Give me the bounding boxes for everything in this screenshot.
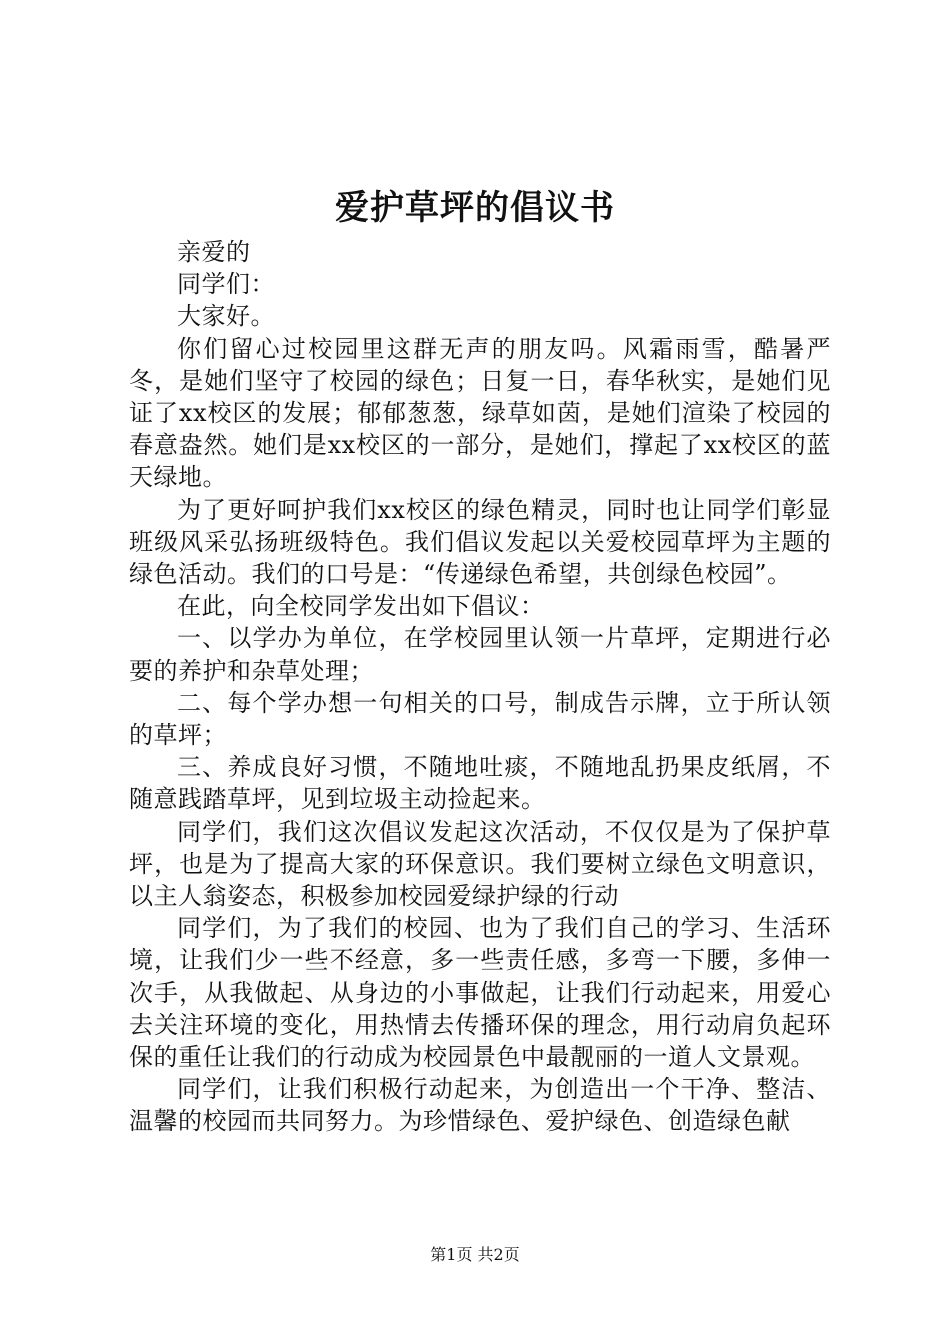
proposal-item-2: 二、每个学办想一句相关的口号，制成告示牌，立于所认领的草坪； <box>129 688 831 750</box>
paragraph-greeting: 大家好。 <box>177 302 275 331</box>
paragraph: 同学们，我们这次倡议发起这次活动，不仅仅是为了保护草坪，也是为了提高大家的环保意识。我们要树立绿色文明意识，以主人翁姿态，积极参加校园爱绿护绿的行动 <box>129 817 831 911</box>
paragraph: 在此，向全校同学发出如下倡议： <box>177 592 545 621</box>
paragraph: 同学们，让我们积极行动起来，为创造出一个干净、整洁、温馨的校园而共同努力。为珍惜绿色、爱护绿色、创造绿色献 <box>129 1075 831 1136</box>
proposal-item-3: 三、养成良好习惯，不随地吐痰，不随地乱扔果皮纸屑，不随意践踏草坪，见到垃圾主动捡起来。 <box>129 753 831 814</box>
proposal-item-1: 一、以学办为单位，在学校园里认领一片草坪，定期进行必要的养护和杂草处理； <box>129 624 831 685</box>
document-body <box>129 236 831 1138</box>
paragraph: 同学们，为了我们的校园、也为了我们自己的学习、生活环境，让我们少一些不经意，多一些责任感，多弯一下腰，多伸一次手，从我做起、从身边的小事做起，让我们行动起来，用爱心去关注环境的变化，用热情去传播环保的理念，用行动肩负起环保的重任让我们的行动成为校园景色中最靓丽的一道人文景观。 <box>129 914 831 1072</box>
paragraph: 你们留心过校园里这群无声的朋友吗。风霜雨雪，酷暑严冬，是她们坚守了校园的绿色；日复一日，春华秋实，是她们见证了xx校区的发展；郁郁葱葱，绿草如茵，是她们渲染了校园的春意盎然。她们是xx校区的一部分，是她们，撑起了xx校区的蓝天绿地。 <box>129 334 831 492</box>
paragraph: 为了更好呵护我们xx校区的绿色精灵，同时也让同学们彰显班级风采弘扬班级特色。我们倡议发起以关爱校园草坪为主题的绿色活动。我们的口号是：“传递绿色希望，共创绿色校园”。 <box>129 495 831 589</box>
page-number-footer: 第1页 共2页 <box>430 1245 520 1264</box>
document-title: 爱护草坪的倡议书 <box>335 188 615 228</box>
paragraph-salutation-1: 亲爱的 <box>177 238 251 266</box>
paragraph-salutation-2: 同学们： <box>177 270 275 299</box>
